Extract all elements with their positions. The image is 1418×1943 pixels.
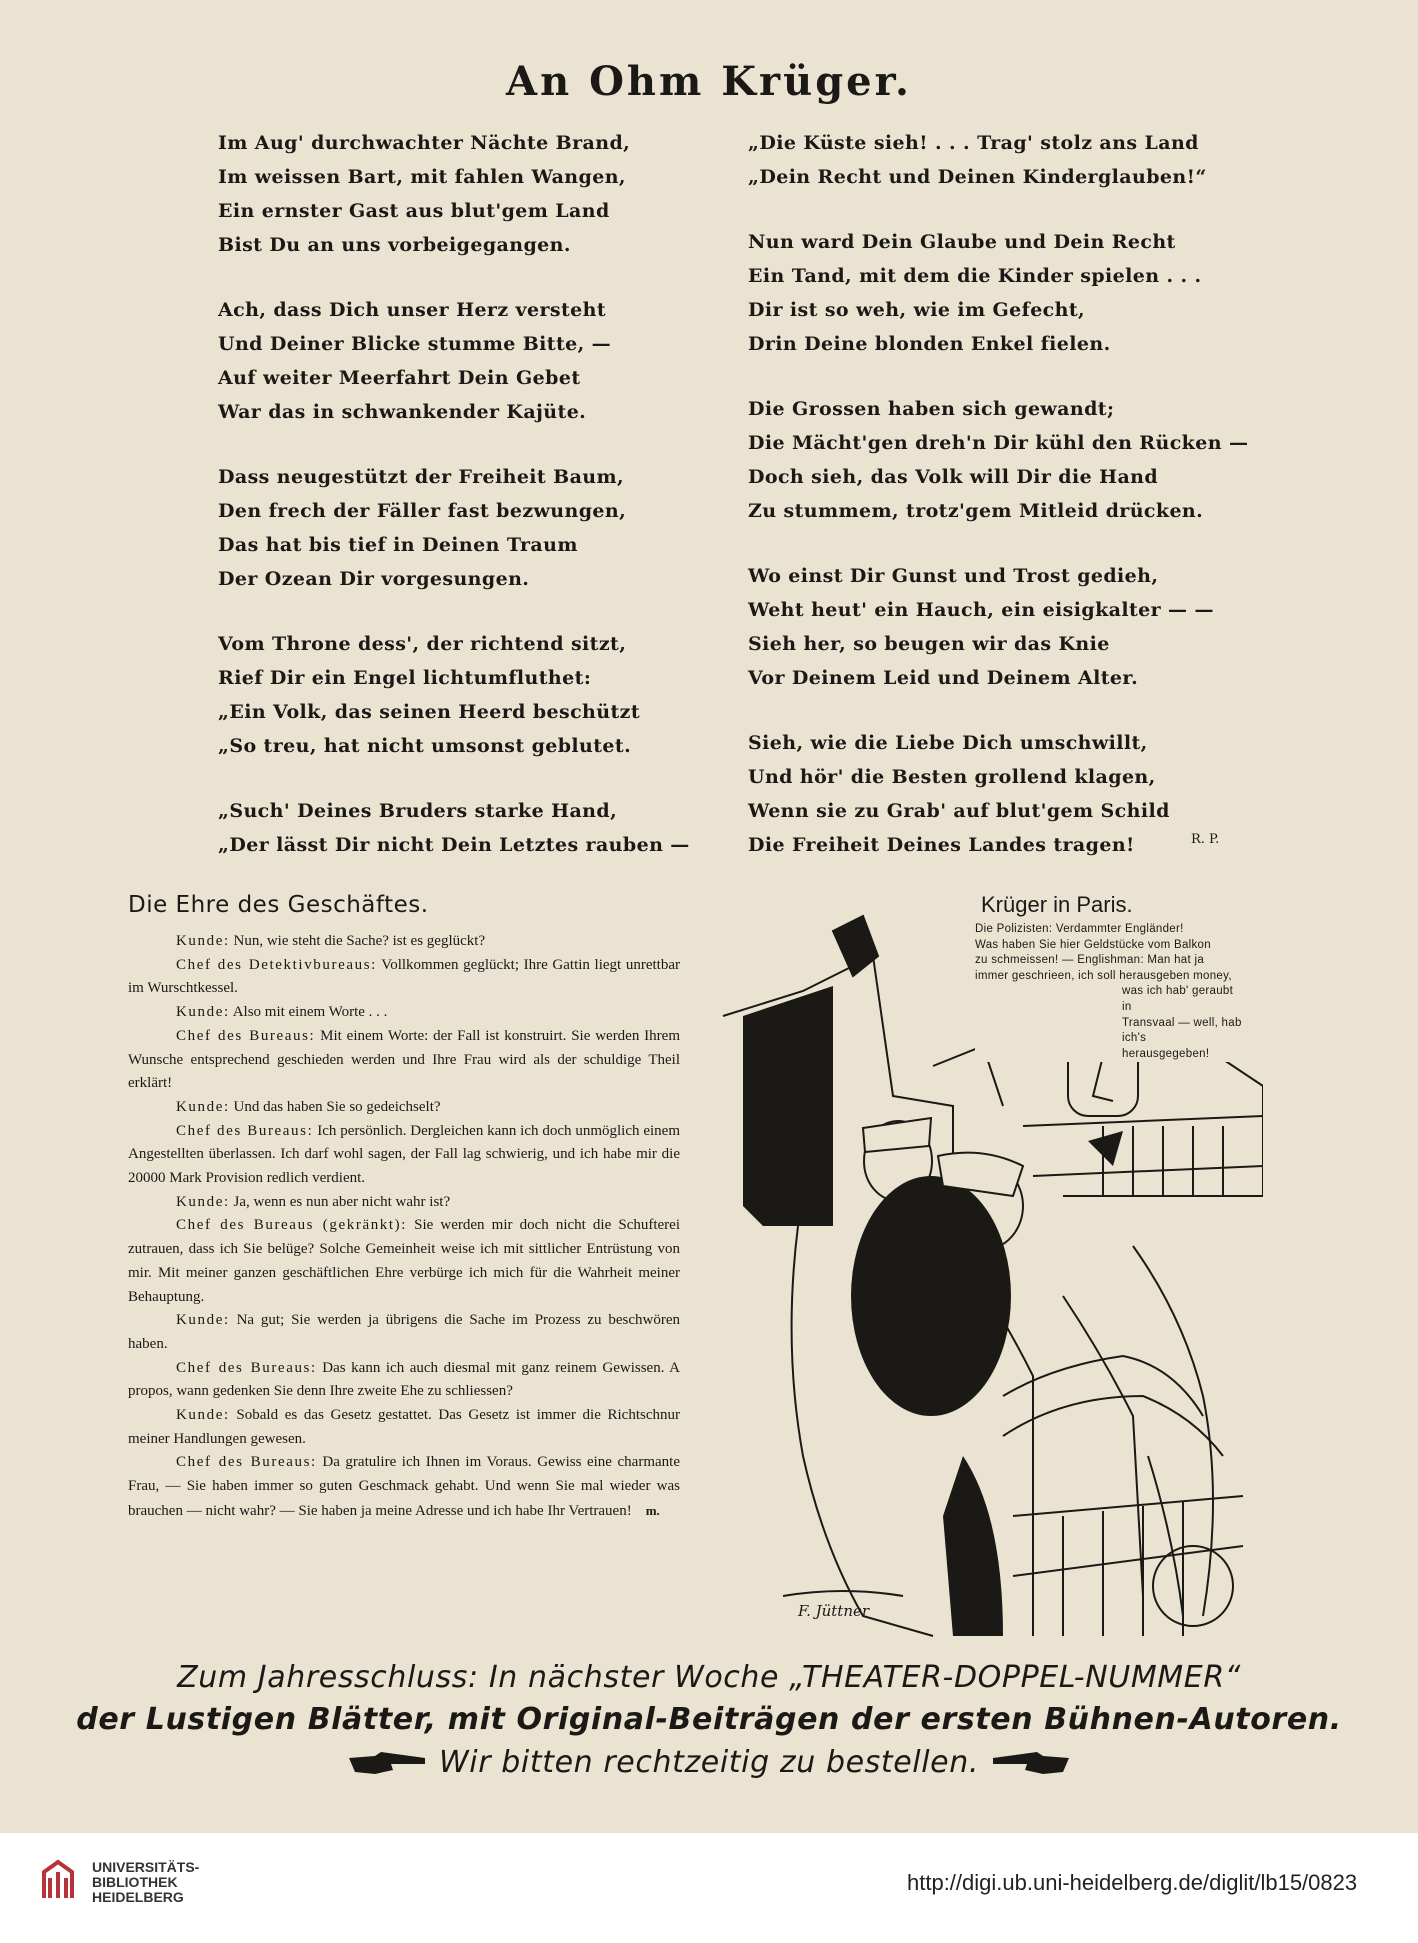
poem-stanza: [218, 627, 718, 763]
poem-line: Nun ward Dein Glaube und Dein Recht: [748, 231, 1176, 253]
story-speaker: Kunde:: [176, 1098, 230, 1115]
story-body: [128, 930, 680, 1524]
poem-stanza: [218, 293, 718, 429]
poem-line: Drin Deine blonden Enkel fielen.: [748, 333, 1111, 355]
caption-line: herausgegeben!: [1122, 1047, 1210, 1060]
promo-line-2: der Lustigen Blätter, mit Original-Beiträgen der ersten Bühnen-Autoren.: [76, 1702, 1342, 1737]
footer-institution-line: BIBLIOTHEK: [92, 1874, 178, 1890]
university-library-logo: [38, 1858, 78, 1906]
poem-line: Weht heut' ein Hauch, ein eisigkalter — —: [748, 599, 1214, 621]
story-text: Also mit einem Worte . . .: [229, 1004, 388, 1021]
story-title: Die Ehre des Geschäftes.: [128, 892, 429, 918]
poem-line: Dir ist so weh, wie im Gefecht,: [748, 299, 1086, 321]
story-speaker: Chef des Bureaus:: [176, 1454, 317, 1471]
story-speaker: Kunde:: [176, 933, 230, 949]
artist-signature: F. Jüttner: [798, 1602, 870, 1620]
poem-line: „So treu, hat nicht umsonst geblutet.: [218, 735, 632, 757]
poem-line: „Der lässt Dir nicht Dein Letztes rauben —: [218, 834, 690, 856]
poem-title: An Ohm Krüger.: [506, 58, 912, 105]
poem-line: Und hör' die Besten grollend klagen,: [748, 766, 1156, 788]
pointing-hand-right-icon: [345, 1748, 429, 1778]
caption-line: Was haben Sie hier Geldstücke vom Balkon: [975, 938, 1211, 951]
poem-line: Der Ozean Dir vorgesungen.: [218, 568, 530, 590]
poem-line: Den frech der Fäller fast bezwungen,: [218, 500, 627, 522]
caption-line: immer geschrieen, ich soll herausgeben money,: [975, 969, 1232, 982]
story-speaker: Kunde:: [176, 1407, 230, 1424]
story-paragraph: [128, 1001, 680, 1025]
story-signature: m.: [645, 1502, 660, 1518]
story-speaker: Kunde:: [176, 1004, 230, 1021]
story-article: [128, 892, 680, 1524]
poem-line: Zu stummem, trotz'gem Mitleid drücken.: [748, 500, 1204, 522]
poem-stanza: [218, 460, 718, 596]
poem-line: Vom Throne dess', der richtend sitzt,: [218, 633, 627, 655]
story-speaker: Chef des Detektivbureaus:: [176, 956, 377, 973]
poem-line: Wenn sie zu Grab' auf blut'gem Schild: [748, 800, 1170, 822]
poem-line: Vor Deinem Leid und Deinem Alter.: [748, 667, 1139, 689]
poem-line: Dass neugestützt der Freiheit Baum,: [218, 466, 625, 488]
story-text: Sie werden mir doch nicht die Schufterei zutrauen, dass ich Sie belüge? Solche Gemeinheit weise ich mit sittlicher Entrüstung von mir. Mit meiner ganzen geschäftlichen Ehre verbürge ich mich für die Wahrheit meiner Behauptung.: [128, 1217, 680, 1305]
story-text: Nun, wie steht die Sache? ist es geglückt?: [229, 933, 486, 949]
poem-line: „Ein Volk, das seinen Heerd beschützt: [218, 701, 641, 723]
poem-stanza: [748, 225, 1248, 361]
poem-line: „Die Küste sieh! . . . Trag' stolz ans Land: [748, 132, 1199, 154]
poem-stanza: [218, 126, 718, 262]
promo-order-text: Wir bitten rechtzeitig zu bestellen.: [439, 1745, 979, 1780]
poem-right-column: [748, 126, 1248, 893]
story-speaker: Kunde:: [176, 1193, 230, 1210]
story-paragraph: [128, 1120, 680, 1191]
poem-stanza: [748, 559, 1248, 695]
poem-line: „Dein Recht und Deinen Kinderglauben!“: [748, 166, 1207, 188]
story-text: Mit einem Worte: der Fall ist konstruirt. Sie werden Ihrem Wunsche entsprechend geschieden werden und Ihre Frau wird als der schuldige Theil erklärt!: [128, 1027, 680, 1092]
story-text: Ja, wenn es nun aber nicht wahr ist?: [229, 1193, 451, 1210]
footer-institution: [92, 1860, 199, 1905]
caption-line: was ich hab' geraubt in: [1122, 985, 1234, 1013]
story-speaker: Chef des Bureaus:: [176, 1122, 314, 1139]
poem-stanza: [748, 126, 1248, 194]
story-text: Ich persönlich. Dergleichen kann ich doch unmöglich einem Angestellten überlassen. Ich darf wohl sagen, der Fall lag schwierig, und ich habe mir die 20000 Mark Provision redlich verdient.: [128, 1122, 680, 1187]
story-paragraph: [128, 1357, 680, 1404]
poem-line: Doch sieh, das Volk will Dir die Hand: [748, 466, 1159, 488]
poem-line: Auf weiter Meerfahrt Dein Gebet: [218, 367, 581, 389]
poem-line: Im Aug' durchwachter Nächte Brand,: [218, 132, 631, 154]
poem-line: Ein ernster Gast aus blut'gem Land: [218, 200, 610, 222]
poem-line: Die Mächt'gen dreh'n Dir kühl den Rücken —: [748, 432, 1249, 454]
poem-line: Wo einst Dir Gunst und Trost gedieh,: [748, 565, 1159, 587]
poem-left-column: [218, 126, 718, 893]
story-paragraph: [128, 1096, 680, 1120]
cartoon-title: Krüger in Paris.: [981, 892, 1133, 917]
poem-stanza: [748, 726, 1248, 862]
promo-line-1: Zum Jahresschluss: In nächster Woche „THEATER-DOPPEL-NUMMER“: [177, 1660, 1241, 1695]
poem-stanza: [218, 794, 718, 862]
pointing-hand-left-icon: [989, 1748, 1073, 1778]
cartoon-caption: [975, 922, 1243, 1062]
poem-line: Die Grossen haben sich gewandt;: [748, 398, 1115, 420]
story-text: Und das haben Sie so gedeichselt?: [229, 1098, 441, 1115]
poem-stanza: [748, 392, 1248, 528]
story-paragraph: [128, 954, 680, 1001]
story-speaker: Chef des Bureaus (gekränkt):: [176, 1217, 408, 1234]
poem-line: Das hat bis tief in Deinen Traum: [218, 534, 578, 556]
footer-url[interactable]: http://digi.ub.uni-heidelberg.de/diglit/lb15/0823: [907, 1870, 1358, 1895]
story-text: Na gut; Sie werden ja übrigens die Sache im Prozess zu beschwören haben.: [128, 1312, 680, 1352]
story-speaker: Chef des Bureaus:: [176, 1027, 316, 1044]
story-text: Da gratulire ich Ihnen im Voraus. Gewiss eine charmante Frau, — Sie haben immer so guten Geschmack gehabt. Und wenn Sie mal wieder was brauchen — nicht wahr? — Sie haben ja meine Adresse und ich habe Ihr Vertrauen!: [128, 1454, 680, 1519]
story-speaker: Chef des Bureaus:: [176, 1359, 317, 1376]
promo-line-3: [0, 1745, 1418, 1780]
caption-line: zu schmeissen! — Englishman: Man hat ja: [975, 954, 1205, 967]
poem-line: Im weissen Bart, mit fahlen Wangen,: [218, 166, 626, 188]
story-paragraph: [128, 930, 680, 954]
story-speaker: Kunde:: [176, 1312, 230, 1329]
poem-line: Ach, dass Dich unser Herz versteht: [218, 299, 607, 321]
story-paragraph: [128, 1309, 680, 1356]
poem-line: „Such' Deines Bruders starke Hand,: [218, 800, 618, 822]
poem-line: Sieh her, so beugen wir das Knie: [748, 633, 1110, 655]
poem-line: Ein Tand, mit dem die Kinder spielen . . .: [748, 265, 1202, 287]
footer-institution-line: HEIDELBERG: [92, 1889, 184, 1905]
poem-author: R. P.: [1191, 832, 1220, 847]
story-text: Vollkommen geglückt; Ihre Gattin liegt unrettbar im Wurschtkessel.: [128, 956, 681, 997]
story-text: Das kann ich auch diesmal mit ganz reinem Gewissen. A propos, wann gedenken Sie denn Ihre zweite Ehe zu schliessen?: [128, 1359, 680, 1400]
caption-line: Die Polizisten: Verdammter Engländer!: [975, 923, 1184, 935]
story-paragraph: [128, 1191, 680, 1215]
story-text: Sobald es das Gesetz gestattet. Das Gesetz ist immer die Richtschnur meiner Handlungen gewesen.: [128, 1407, 680, 1447]
story-paragraph: [128, 1214, 680, 1309]
footer-institution-line: UNIVERSITÄTS-: [92, 1859, 200, 1875]
poem-line: War das in schwankender Kajüte.: [218, 401, 587, 423]
story-paragraph: [128, 1451, 680, 1523]
story-paragraph: [128, 1404, 680, 1451]
story-paragraph: [128, 1025, 680, 1096]
poem-line: Sieh, wie die Liebe Dich umschwillt,: [748, 732, 1148, 754]
poem-line: Bist Du an uns vorbeigegangen.: [218, 234, 571, 256]
poem-line: Rief Dir ein Engel lichtumfluthet:: [218, 667, 592, 689]
caption-line: Transvaal — well, hab ich's: [1122, 1016, 1242, 1045]
poem-line: Und Deiner Blicke stumme Bitte, —: [218, 333, 612, 355]
poem-line: Die Freiheit Deines Landes tragen!: [748, 834, 1135, 856]
